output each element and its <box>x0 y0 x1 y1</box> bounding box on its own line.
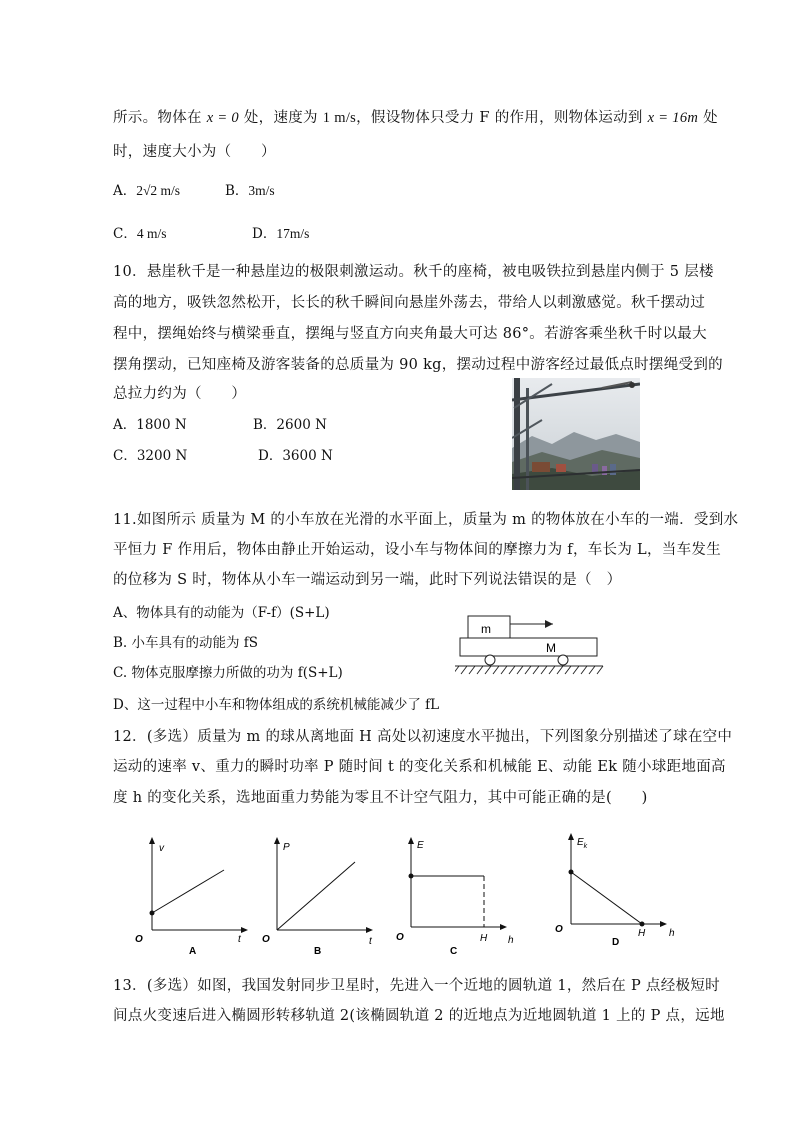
graph-d-endpoint <box>640 922 645 927</box>
graph-d-letter: D <box>612 937 620 948</box>
q13-line-2: 间点火变速后进入椭圆形转移轨道 2(该椭圆轨道 2 的近地点为近地圆轨道 1 上的 P 点，远地 <box>113 1008 725 1024</box>
q9-option-b[interactable]: B．3m/s <box>225 183 275 199</box>
q10-line-4: 摆角摆动，已知座椅及游客装备的总质量为 90 kg，摆动过程中游客经过最低点时摆绳受到的 <box>113 357 723 373</box>
q9-x0: x = 0 <box>206 110 239 126</box>
graph-a-xlabel: t <box>238 934 241 945</box>
q11-option-c[interactable]: C. 物体克服摩擦力所做的功为 f(S+L) <box>113 665 343 681</box>
cart-body <box>460 638 597 656</box>
graph-d-mark: H <box>638 928 646 939</box>
q9-option-c[interactable]: C．4 m/s <box>113 226 167 242</box>
graph-b-origin: O <box>262 934 270 945</box>
graph-c-intercept <box>409 874 414 879</box>
graph-d-ylabel: $E_k$ <box>577 837 588 850</box>
graph-b-line <box>277 862 355 930</box>
q9-option-d[interactable]: D．17m/s <box>252 226 310 242</box>
ground-hatching <box>455 666 603 674</box>
q11-line-3: 的位移为 S 时，物体从小车一端运动到另一端，此时下列说法错误的是（ ） <box>113 572 622 588</box>
graph-b[interactable] <box>255 830 383 960</box>
q12-line-2: 运动的速率 v、重力的瞬时功率 P 随时间 t 的变化关系和机械能 E、动能 Ek 随小球距地面高 <box>113 759 726 775</box>
q9-v0: 1 m/s <box>322 110 357 126</box>
q13-line-1: 13．(多选）如图，我国发射同步卫星时，先进入一个近地的圆轨道 1，然后在 P 点经极短时 <box>113 978 720 994</box>
graph-a[interactable] <box>128 830 256 960</box>
graph-b-xlabel: t <box>369 936 372 947</box>
q11-option-a[interactable]: A、物体具有的动能为（F-f）(S+L) <box>113 605 330 621</box>
graph-d-intercept <box>569 870 574 875</box>
graph-c-origin: O <box>396 932 404 943</box>
q11-option-b[interactable]: B. 小车具有的动能为 fS <box>113 635 259 651</box>
q11-line-2: 平恒力 F 作用后，物体由静止开始运动，设小车与物体间的摩擦力为 f，车长为 L，当车发生 <box>113 542 721 558</box>
q10-line-5: 总拉力约为（ ） <box>113 386 247 402</box>
force-arrowhead <box>545 620 553 628</box>
graph-c-ylabel: E <box>417 840 424 851</box>
graph-c-mark: H <box>480 933 488 944</box>
q10-option-d[interactable]: D．3600 N <box>258 448 333 464</box>
graph-d-line <box>571 872 642 924</box>
graph-c-xlabel: h <box>508 935 514 946</box>
graph-a-line <box>152 870 224 913</box>
q9-x16: x = 16m <box>647 110 699 126</box>
graph-a-ylabel: v <box>159 843 164 854</box>
q10-option-c[interactable]: C．3200 N <box>113 448 188 464</box>
q12-line-3: 度 h 的变化关系，选地面重力势能为零且不计空气阻力，其中可能正确的是( ) <box>113 790 648 806</box>
q9-line-2: 时，速度大小为（ ） <box>113 144 276 160</box>
q11-line-1: 11.如图所示 质量为 M 的小车放在光滑的水平面上，质量为 m 的物体放在小车的一端．受到水 <box>113 512 739 528</box>
graph-b-ylabel: P <box>283 842 290 853</box>
q9-line-1: 所示。物体在 x = 0 处，速度为 1 m/s，假设物体只受力 F 的作用，则物体运动到 x = 16m 处 <box>113 110 718 126</box>
cliff-swing-photo <box>512 378 640 490</box>
graph-c-letter: C <box>450 946 458 957</box>
graph-d[interactable] <box>552 830 682 960</box>
q9-option-a[interactable]: A．2√2 m/s <box>113 183 181 199</box>
q10-option-b[interactable]: B．2600 N <box>253 417 327 433</box>
graph-c[interactable] <box>394 830 522 960</box>
graph-a-origin: O <box>135 934 143 945</box>
q11-option-d[interactable]: D、这一过程中小车和物体组成的系统机械能减少了 fL <box>113 697 440 713</box>
cart-wheel-right <box>558 655 568 665</box>
q12-line-1: 12．(多选）质量为 m 的球从离地面 H 高处以初速度水平抛出，下列图象分别描述了球在空中 <box>113 729 733 745</box>
cart-M-label: M <box>546 641 556 655</box>
q10-line-2: 高的地方，吸铁忽然松开，长长的秋千瞬间向悬崖外荡去，带给人以刺激感觉。秋千摆动过 <box>113 295 705 311</box>
graph-b-letter: B <box>314 946 322 957</box>
graph-d-origin: O <box>555 924 563 935</box>
graph-d-xlabel: h <box>669 928 675 939</box>
cart-wheel-left <box>485 655 495 665</box>
q10-option-a[interactable]: A．1800 N <box>113 417 187 433</box>
graph-a-intercept <box>150 911 155 916</box>
cart-block-figure <box>455 608 605 678</box>
block-m-label: m <box>481 622 491 636</box>
graph-a-letter: A <box>189 946 197 957</box>
q10-line-3: 程中，摆绳始终与横梁垂直，摆绳与竖直方向夹角最大可达 86°。若游客乘坐秋千时以最大 <box>113 326 707 342</box>
q10-line-1: 10．悬崖秋千是一种悬崖边的极限刺激运动。秋千的座椅，被电吸铁拉到悬崖内侧于 5 层楼 <box>113 264 714 280</box>
